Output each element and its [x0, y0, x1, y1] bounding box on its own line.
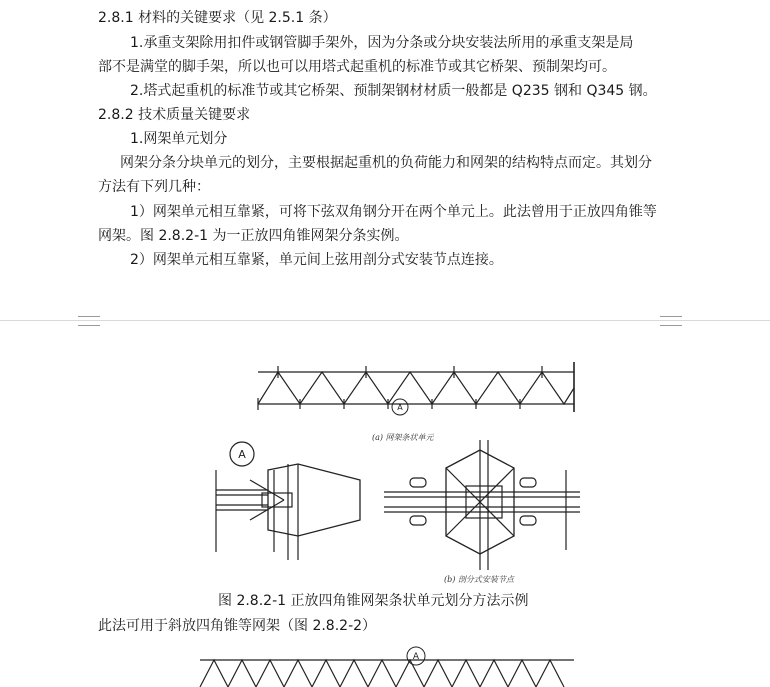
section-heading-2-8-2: 2.8.2 技术质量关键要求	[98, 107, 251, 123]
figure-caption: 图 2.8.2-1 正放四角锥网架条状单元划分方法示例	[218, 593, 529, 609]
paragraph-3-line-1: 网架分条分块单元的划分，主要根据起重机的负荷能力和网架的结构特点而定。其划分	[120, 155, 652, 171]
paragraph-6: 此法可用于斜放四角锥等网架（图 2.8.2-2）	[98, 618, 377, 634]
paragraph-4-line-1: 1）网架单元相互靠紧，可将下弦双角钢分开在两个单元上。此法曾用于正放四角锥等	[130, 204, 657, 220]
figure-sublabel-b: (b) 剖分式安装节点	[444, 575, 514, 584]
paragraph-1-line-2: 部不是满堂的脚手架，所以也可以用塔式起重机的标准节或其它桥架、预制架均可。	[98, 59, 616, 75]
paragraph-1-line-1: 1.承重支架除用扣件或钢管脚手架外，因为分条或分块安装法所用的承重支架是局	[130, 35, 634, 51]
subheading-unit-division: 1.网架单元划分	[130, 131, 228, 147]
detail-tag-a-small: A	[397, 403, 403, 412]
figure-sublabel-a: (a) 网架条状单元	[372, 433, 434, 442]
paragraph-3-line-2: 方法有下列几种：	[98, 179, 210, 195]
detail-tag-a-bottom: A	[412, 652, 420, 662]
paragraph-5: 2）网架单元相互靠紧，单元间上弦用剖分式安装节点连接。	[130, 252, 503, 268]
section-heading-2-8-1: 2.8.1 材料的关键要求（见 2.5.1 条）	[98, 10, 337, 26]
paragraph-2: 2.塔式起重机的标准节或其它桥架、预制架钢材材质一般都是 Q235 钢和 Q345 钢。	[130, 83, 657, 99]
detail-tag-a-large: A	[238, 448, 246, 461]
paragraph-4-line-2: 网架。图 2.8.2-1 为一正放四角锥网架分条实例。	[98, 228, 409, 244]
